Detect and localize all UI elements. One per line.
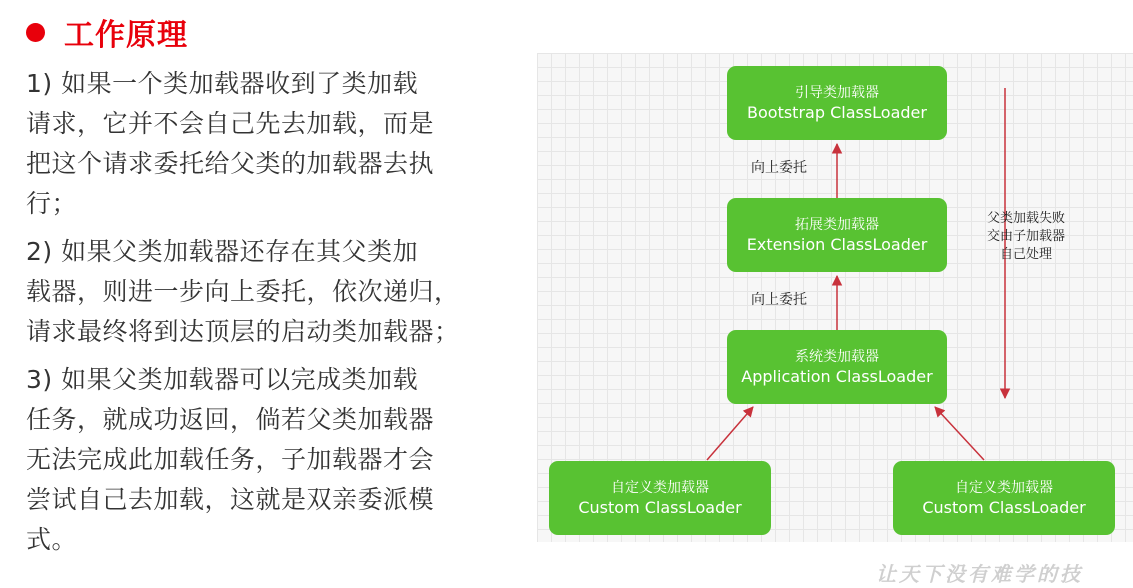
paragraph-line: 把这个请求委托给父类的加载器去执 bbox=[26, 149, 435, 178]
box-label-cn: 系统类加载器 bbox=[795, 349, 879, 365]
box-label-en: Custom ClassLoader bbox=[578, 498, 742, 517]
custom-classloader-right-box bbox=[893, 461, 1115, 535]
application-classloader-box bbox=[727, 330, 947, 404]
arrow-custom-right-to-application bbox=[935, 407, 984, 460]
fallback-note-line: 父类加载失败 bbox=[987, 211, 1066, 226]
extension-classloader-box bbox=[727, 198, 947, 272]
red-bullet-icon bbox=[26, 23, 45, 42]
box-label-en: Custom ClassLoader bbox=[922, 498, 1086, 517]
paragraph-line: 式。 bbox=[26, 525, 78, 554]
paragraph-line: 载器，则进一步向上委托，依次递归， bbox=[26, 277, 460, 306]
watermark-text: 让天下没有难学的技 bbox=[876, 562, 1083, 586]
box-label-en: Bootstrap ClassLoader bbox=[747, 103, 927, 122]
arrow-custom-left-to-application bbox=[707, 407, 753, 460]
paragraph-line: 请求最终将到达顶层的启动类加载器； bbox=[26, 317, 460, 346]
delegate-up-label-2: 向上委托 bbox=[751, 292, 807, 308]
paragraph-line: 尝试自己去加载，这就是双亲委派模 bbox=[26, 485, 435, 514]
paragraph-line: 3) 如果父类加载器可以完成类加载 bbox=[26, 365, 419, 394]
fallback-note-line: 自己处理 bbox=[1000, 247, 1053, 262]
box-label-en: Extension ClassLoader bbox=[746, 235, 928, 254]
box-label-cn: 自定义类加载器 bbox=[955, 480, 1053, 496]
fallback-note-line: 交由子加载器 bbox=[987, 229, 1066, 244]
box-label-en: Application ClassLoader bbox=[741, 367, 933, 386]
bootstrap-classloader-box bbox=[727, 66, 947, 140]
paragraph-1 bbox=[26, 64, 526, 224]
paragraph-2 bbox=[26, 232, 526, 352]
paragraph-line: 请求，它并不会自己先去加载，而是 bbox=[26, 109, 435, 138]
box-label-cn: 拓展类加载器 bbox=[795, 217, 879, 233]
paragraph-3 bbox=[26, 360, 526, 560]
paragraph-line: 1) 如果一个类加载器收到了类加载 bbox=[26, 69, 419, 98]
paragraph-line: 无法完成此加载任务，子加载器才会 bbox=[26, 445, 435, 474]
box-label-cn: 自定义类加载器 bbox=[611, 480, 709, 496]
section-header bbox=[26, 10, 188, 54]
paragraph-line: 行； bbox=[26, 189, 78, 218]
delegation-diagram bbox=[537, 53, 1133, 542]
custom-classloader-left-box bbox=[549, 461, 771, 535]
explanation-text bbox=[26, 64, 526, 568]
paragraph-line: 任务，就成功返回，倘若父类加载器 bbox=[26, 405, 435, 434]
paragraph-line: 2) 如果父类加载器还存在其父类加 bbox=[26, 237, 419, 266]
section-title: 工作原理 bbox=[64, 18, 188, 53]
box-label-cn: 引导类加载器 bbox=[795, 85, 879, 101]
fallback-note bbox=[987, 210, 1065, 264]
delegate-up-label-1: 向上委托 bbox=[751, 160, 807, 176]
